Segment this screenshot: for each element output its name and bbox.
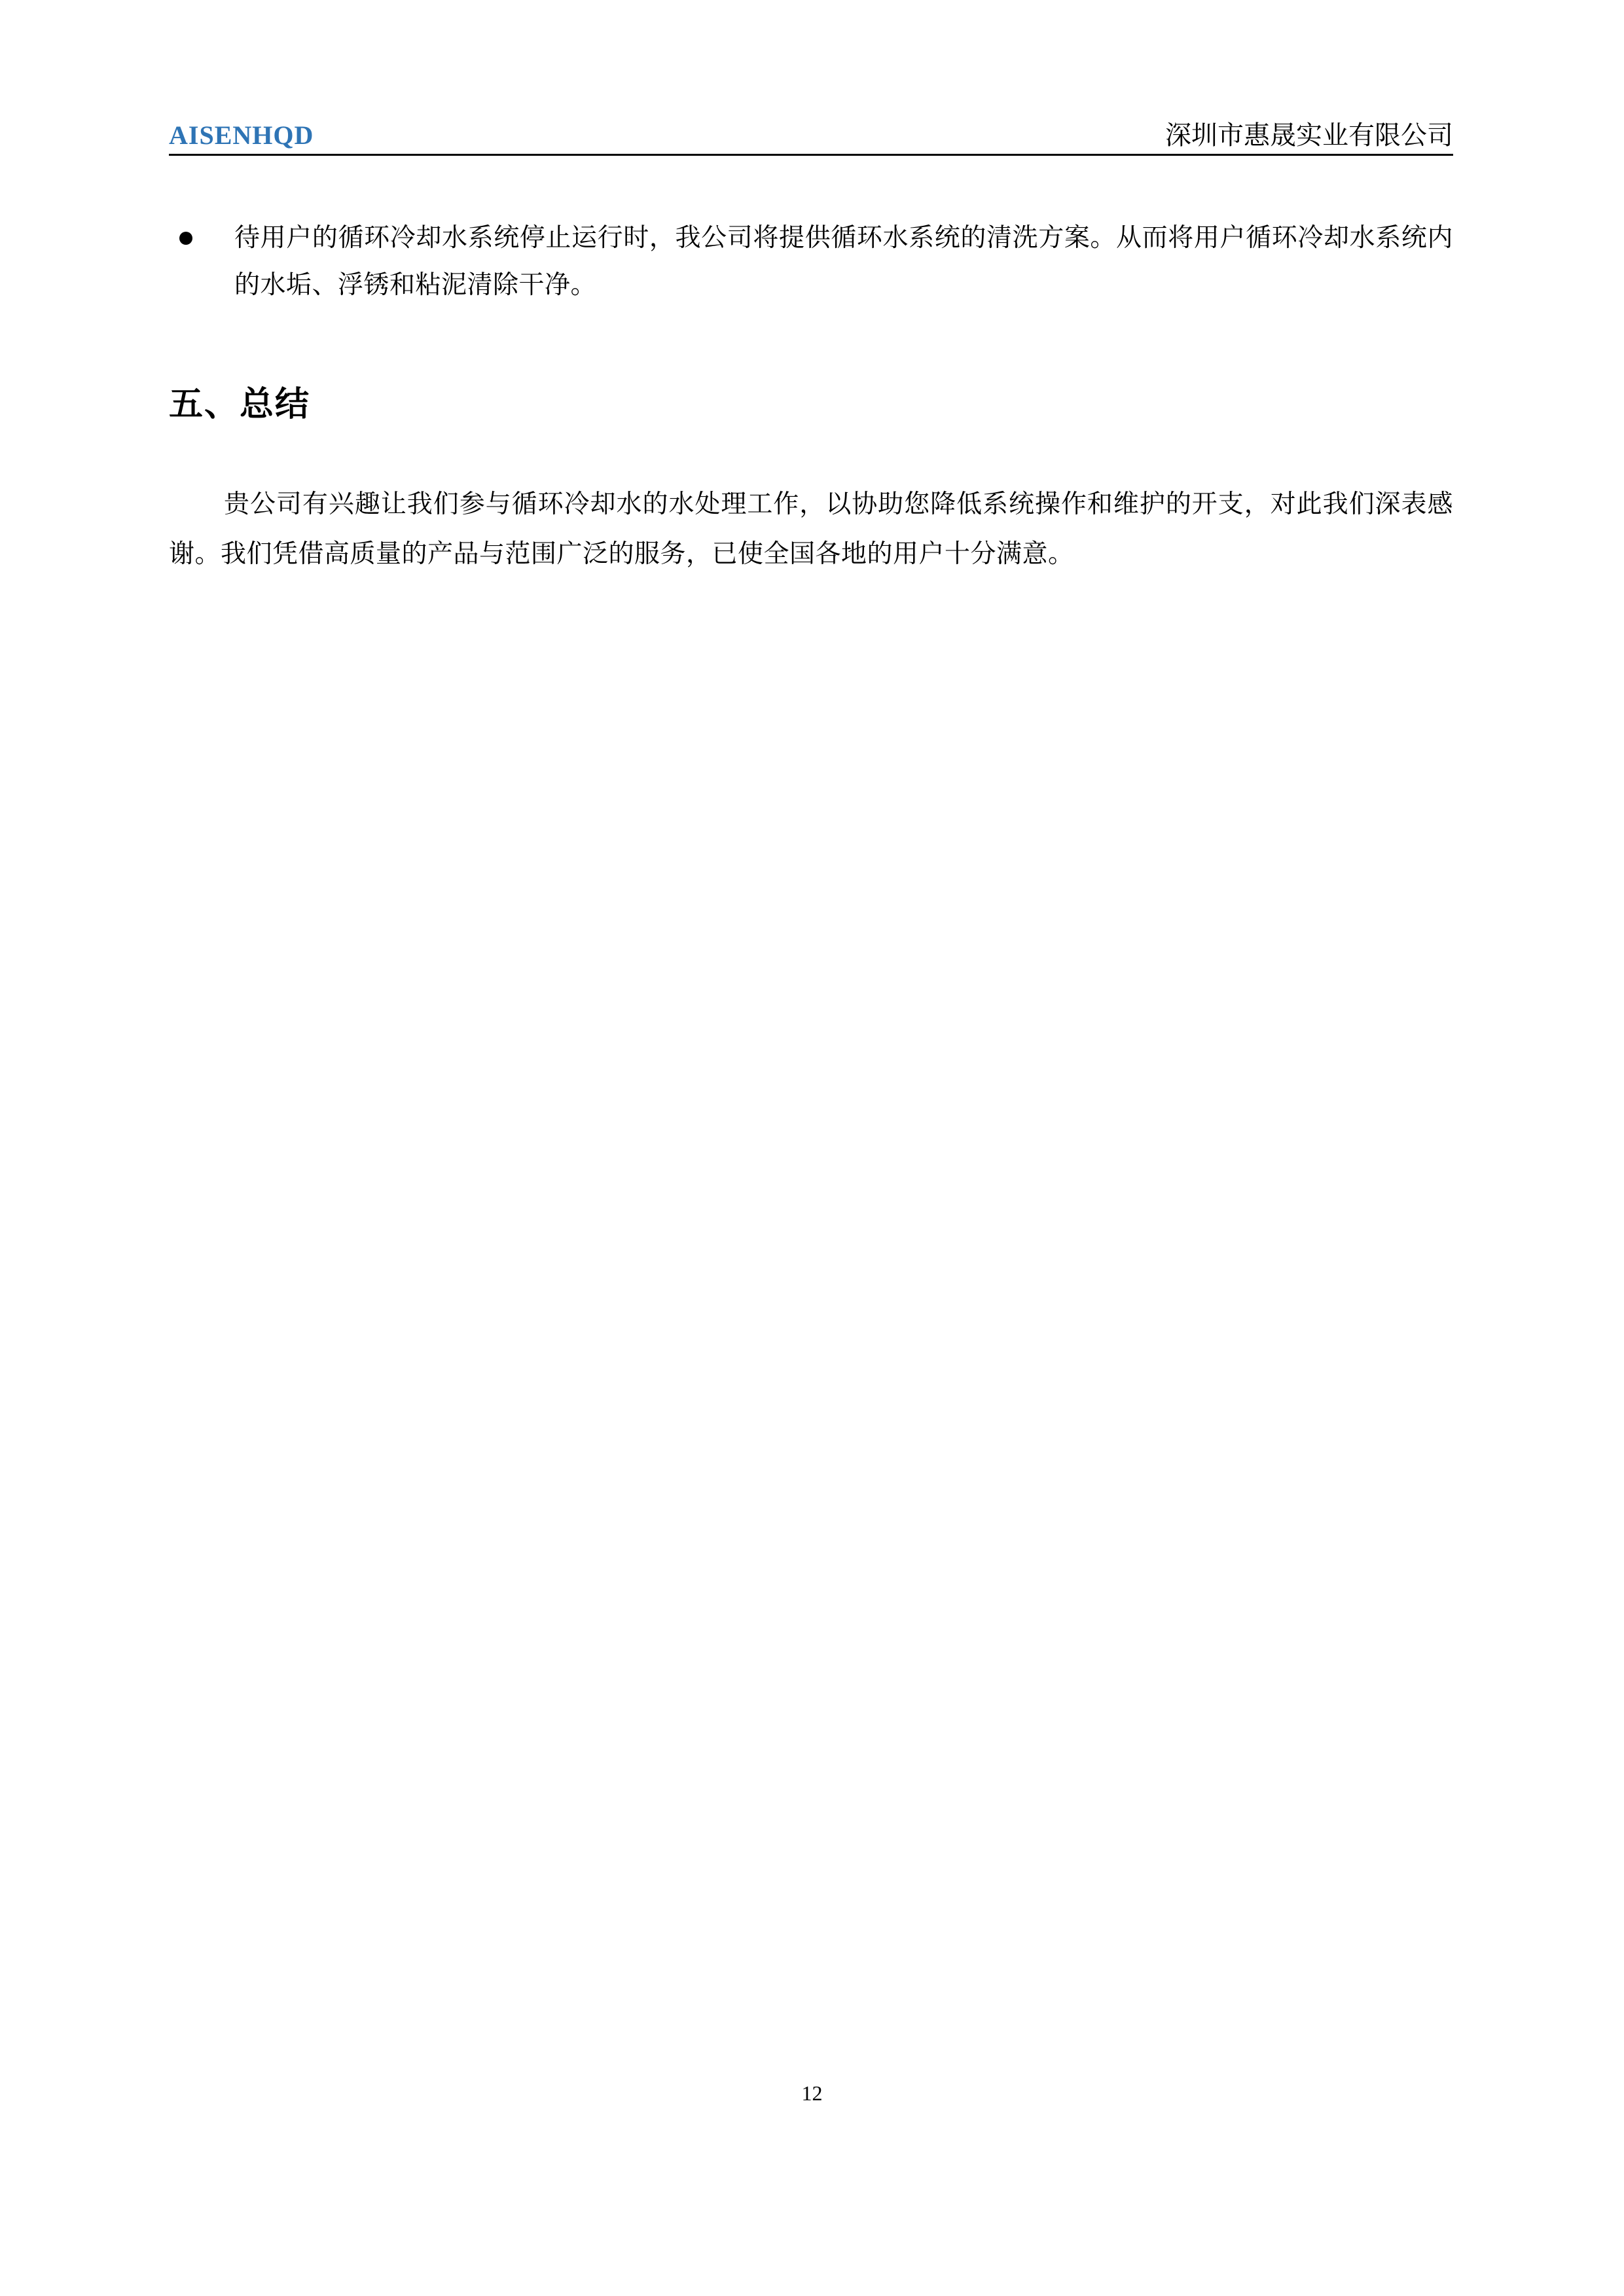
page-number: 12 [801, 2081, 823, 2105]
page-footer [0, 2081, 1624, 2106]
page-content [169, 196, 1453, 605]
list-item-text: 待用户的循环冷却水系统停止运行时，我公司将提供循环水系统的清洗方案。从而将用户循环冷却水系统内的水垢、浮锈和粘泥清除干净。 [234, 224, 1453, 300]
header-brand: AISENHQD [169, 120, 314, 150]
page-header [169, 110, 1453, 156]
list-item [169, 215, 1453, 309]
header-company-name: 深圳市惠晟实业有限公司 [1165, 120, 1453, 150]
section-heading: 五、总结 [169, 386, 311, 424]
bullet-dot-icon [179, 232, 192, 245]
body-paragraph: 贵公司有兴趣让我们参与循环冷却水的水处理工作，以协助您降低系统操作和维护的开支，对此我们深表感谢。我们凭借高质量的产品与范围广泛的服务，已使全国各地的用户十分满意。 [169, 490, 1453, 569]
